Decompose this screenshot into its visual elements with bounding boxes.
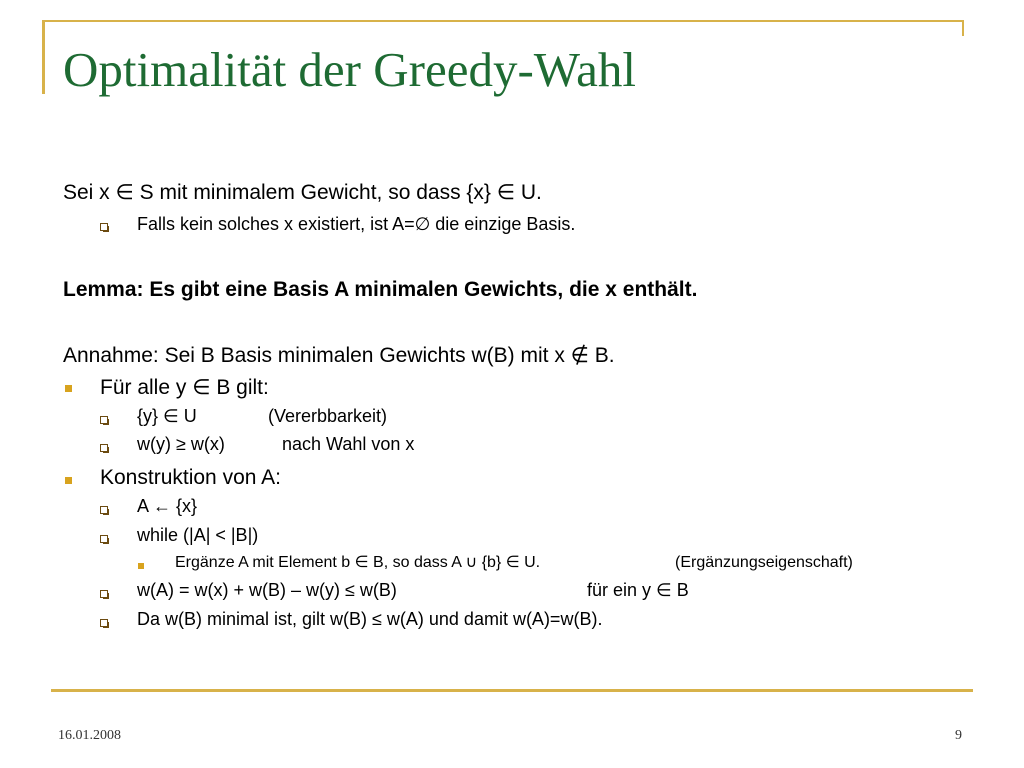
square-bullet-icon — [138, 563, 144, 569]
text-line: w(A) = w(x) + w(B) – w(y) ≤ w(B) — [137, 580, 397, 600]
text-line: Sei x ∈ S mit minimalem Gewicht, so dass {x} ∈ U. — [63, 181, 542, 204]
text-line: Ergänze A mit Element b ∈ B, so dass A ∪ {b} ∈ U. — [175, 554, 541, 571]
text-line-annotation: (Ergänzungseigenschaft) — [675, 554, 853, 571]
square-bullet-icon — [65, 385, 72, 392]
slide-title: Optimalität der Greedy-Wahl — [63, 42, 636, 97]
text-line: while (|A| < |B|) — [137, 525, 259, 545]
hollow-square-bullet-icon — [100, 506, 108, 514]
hollow-square-bullet-icon — [100, 223, 108, 231]
lemma-statement: Lemma: Es gibt eine Basis A minimalen Gewichts, die x enthält. — [63, 278, 698, 301]
text-line: Da w(B) minimal ist, gilt w(B) ≤ w(A) und damit w(A)=w(B). — [137, 609, 603, 629]
hollow-square-bullet-icon — [100, 619, 108, 627]
text-line: {y} ∈ U — [137, 406, 197, 426]
footer-page-number: 9 — [955, 728, 962, 743]
text-line-annotation: (Vererbbarkeit) — [268, 406, 388, 426]
square-bullet-icon — [65, 477, 72, 484]
footer-divider-line — [51, 689, 973, 692]
hollow-square-bullet-icon — [100, 590, 108, 598]
text-line-annotation: nach Wahl von x — [282, 434, 415, 454]
footer-date: 16.01.2008 — [58, 728, 121, 743]
text-line: Falls kein solches x existiert, ist A=∅ die einzige Basis. — [137, 214, 576, 234]
text-line: Konstruktion von A: — [100, 466, 281, 489]
hollow-square-bullet-icon — [100, 444, 108, 452]
text-line: w(y) ≥ w(x) — [137, 434, 225, 454]
text-line: A ← {x} — [137, 496, 198, 516]
text-line: Für alle y ∈ B gilt: — [100, 376, 269, 399]
hollow-square-bullet-icon — [100, 416, 108, 424]
text-line: Annahme: Sei B Basis minimalen Gewichts w(B) mit x ∉ B. — [63, 344, 615, 367]
text-line-annotation: für ein y ∈ B — [587, 580, 689, 600]
hollow-square-bullet-icon — [100, 535, 108, 543]
